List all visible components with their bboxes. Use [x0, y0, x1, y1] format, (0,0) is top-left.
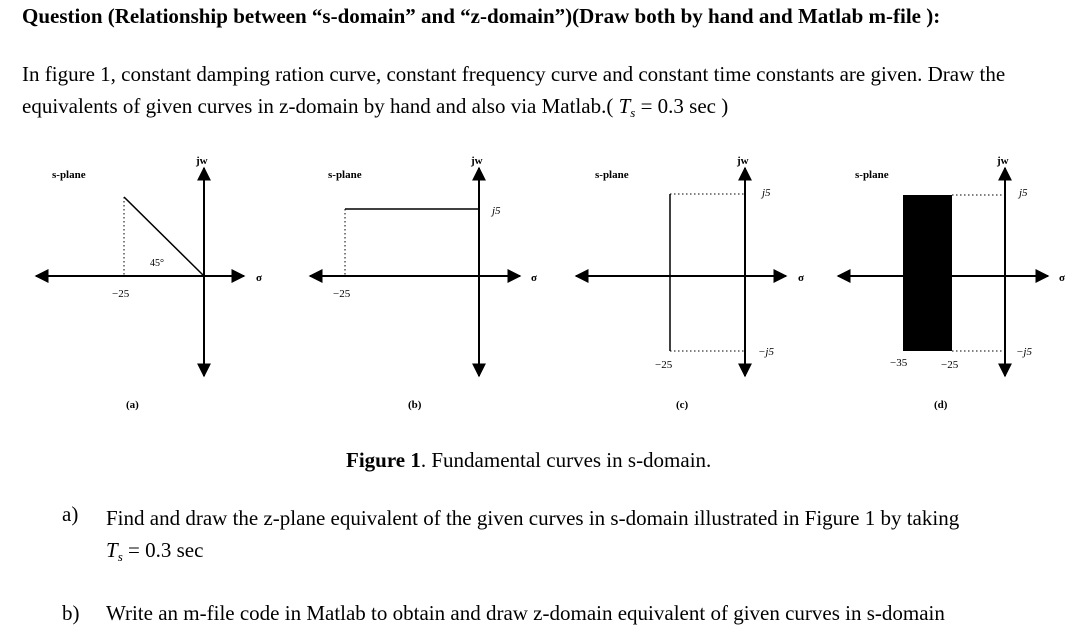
sigma-label: σ: [798, 272, 804, 284]
panel-b: [310, 155, 537, 411]
intro-ts-value: = 0.3 sec ): [635, 94, 729, 118]
panel-label: (c): [676, 399, 689, 411]
tick-label: −35: [890, 357, 908, 369]
s-plane-label: s-plane: [595, 169, 629, 181]
tick-label: j5: [492, 205, 501, 217]
intro-text: In figure 1, constant damping ration curve, constant frequency curve and constant time constants are given. Draw the equivalents of given curves in z-domain by hand and also via Matlab.(: [22, 62, 1006, 118]
jw-label: jw: [997, 155, 1009, 167]
panel-d: [838, 155, 1065, 411]
damping-line: [124, 197, 204, 276]
sigma-label: σ: [256, 272, 262, 284]
tick-label: −25: [112, 288, 130, 300]
tick-label: −25: [333, 288, 351, 300]
panel-a: [36, 155, 262, 411]
question-a-text: Find and draw the z-plane equivalent of the given curves in s-domain illustrated in Figure 1 by taking $T_s = 0.3$ sec: [106, 506, 960, 564]
question-title: Question (Relationship between “s-domain” and “z-domain”)(Draw both by hand and Matlab m-file ):: [22, 4, 941, 28]
question-a-label: a): [62, 502, 79, 526]
s-plane-label: s-plane: [328, 169, 362, 181]
panel-c: [576, 155, 804, 411]
panel-label: (d): [934, 399, 948, 411]
shaded-region: [903, 195, 952, 351]
s-plane-label: s-plane: [855, 169, 889, 181]
s-plane-label: s-plane: [52, 169, 86, 181]
sigma-label: σ: [1059, 272, 1065, 284]
s-domain-figure: [0, 145, 1091, 425]
tick-label: j5: [762, 187, 771, 199]
tick-label: −j5: [758, 346, 774, 358]
tick-label: j5: [1019, 187, 1028, 199]
tick-label: −25: [941, 359, 959, 371]
tick-label: −j5: [1016, 346, 1032, 358]
question-b-label: b): [62, 601, 80, 625]
angle-label: 45°: [150, 258, 164, 269]
tick-label: −25: [655, 359, 673, 371]
figure-caption: Figure 1. Fundamental curves in s-domain.: [346, 448, 712, 472]
question-b-text: Write an m-file code in Matlab to obtain and draw z-domain equivalent of given curves in s-domain: [106, 601, 945, 625]
intro-paragraph: [22, 58, 1082, 129]
sigma-label: σ: [531, 272, 537, 284]
panel-label: (a): [126, 399, 139, 411]
jw-label: jw: [737, 155, 749, 167]
jw-label: jw: [196, 155, 208, 167]
ts-symbol: $T_s$: [618, 94, 636, 120]
jw-label: jw: [471, 155, 483, 167]
ts-symbol: $T_s$: [106, 538, 123, 564]
panel-label: (b): [408, 399, 422, 411]
